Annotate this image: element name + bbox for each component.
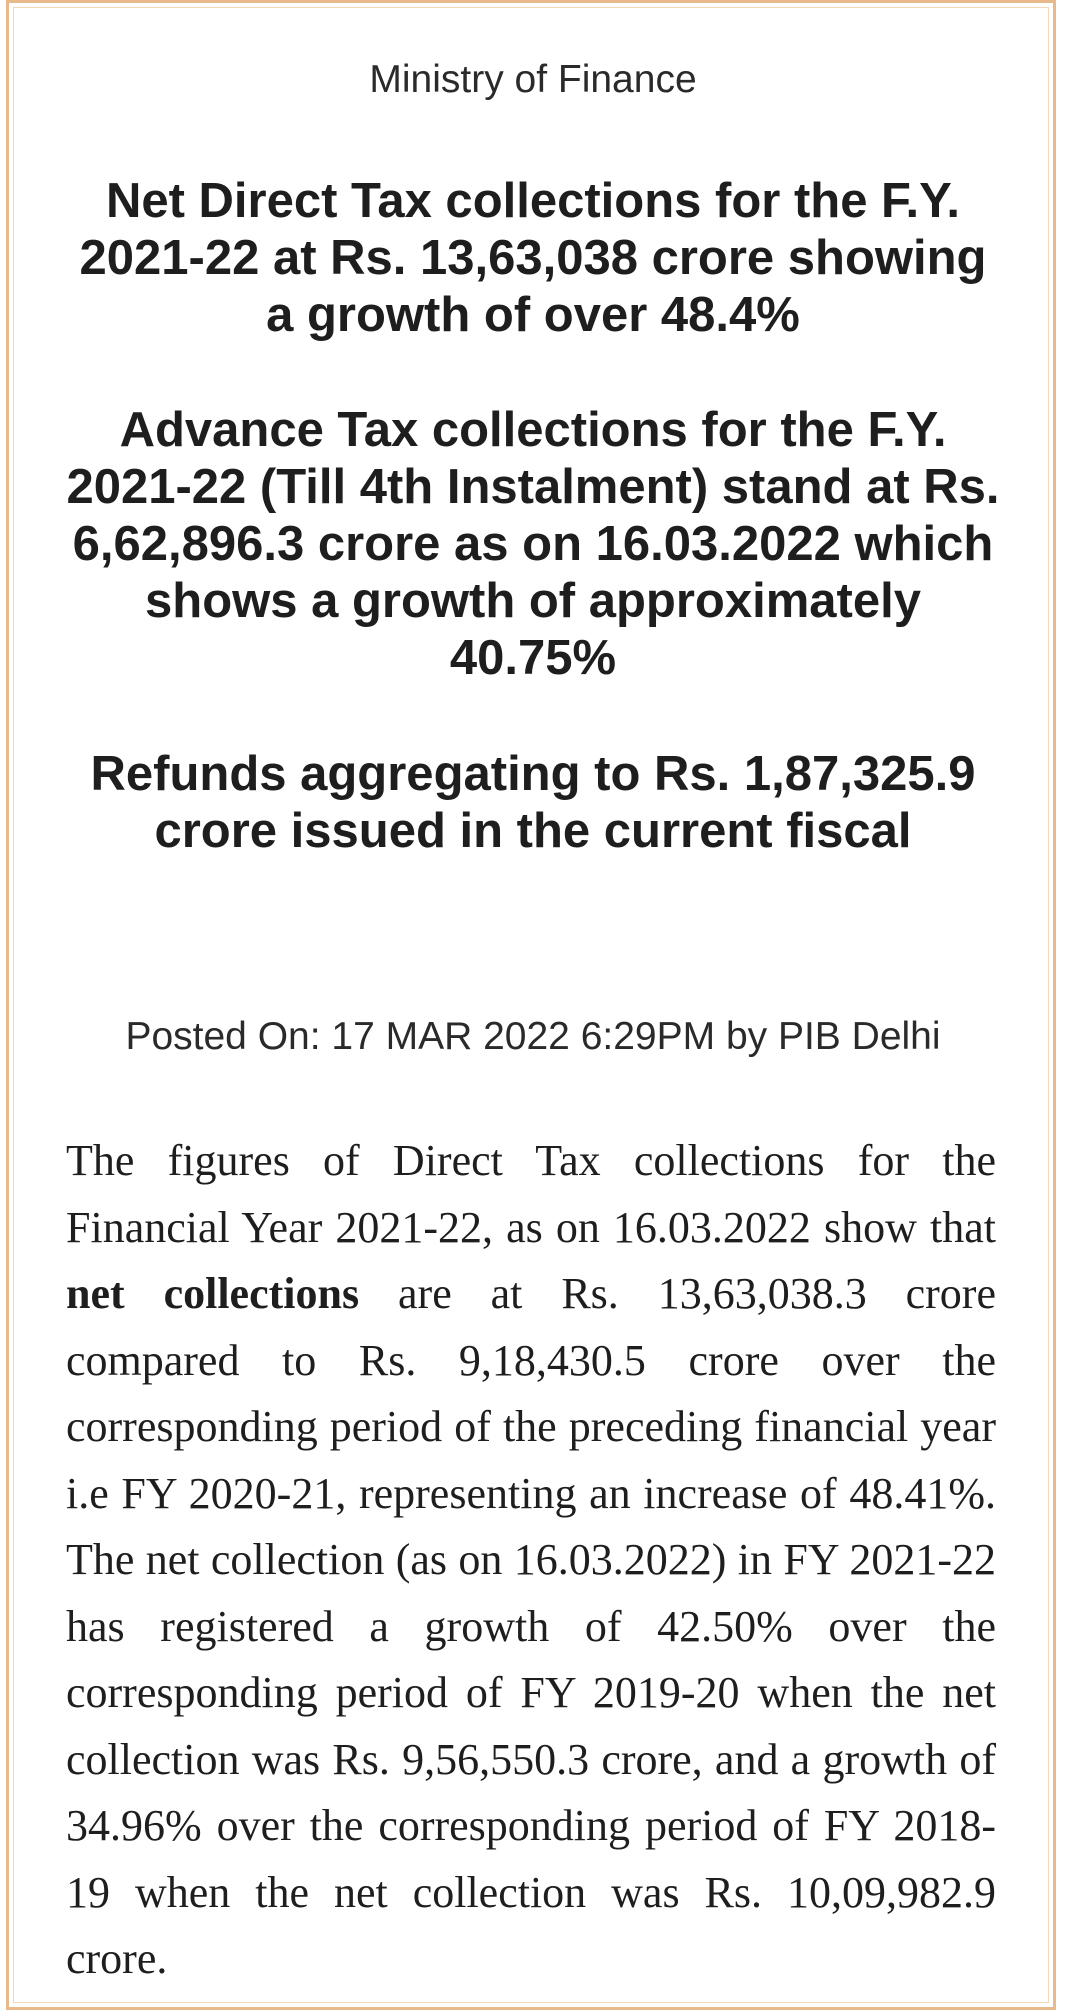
paragraph-intro: The figures of Direct Tax collections for the Financial Year 2021-22, as on 16.03.2022 show that [66,1136,996,1252]
article-paragraph [66,1128,996,1993]
paragraph-bold-term: net collections [66,1269,360,1318]
headline-refunds: Refunds aggregating to Rs. 1,87,325.9 crore issued in the current fiscal [90,747,976,858]
headline-net-direct-tax: Net Direct Tax collections for the F.Y. 2021-22 at Rs. 13,63,038 crore showing a growth of over 48.4% [79,174,987,342]
headline-advance-tax: Advance Tax collections for the F.Y. 2021-22 (Till 4th Instalment) stand at Rs. 6,62,896.3 crore as on 16.03.2022 which shows a growth of approximately 40.75% [66,403,1000,685]
ministry-name: Ministry of Finance [369,58,697,101]
paragraph-rest: are at Rs. 13,63,038.3 crore compared to Rs. 9,18,430.5 crore over the corresponding period of the preceding financial year i.e FY 2020-21, representing an increase of 48.41%. The net collection (as on 16.03.2022) in FY 2021-22 has registered a growth of 42.50% over the corresponding period of FY 2019-20 when the net collection was Rs. 9,56,550.3 crore, and a growth of 34.96% over the corresponding period of FY 2018-19 when the net collection was Rs. 10,09,982.9 crore. [66,1269,996,1983]
posted-on: Posted On: 17 MAR 2022 6:29PM by PIB Delhi [125,1015,941,1058]
